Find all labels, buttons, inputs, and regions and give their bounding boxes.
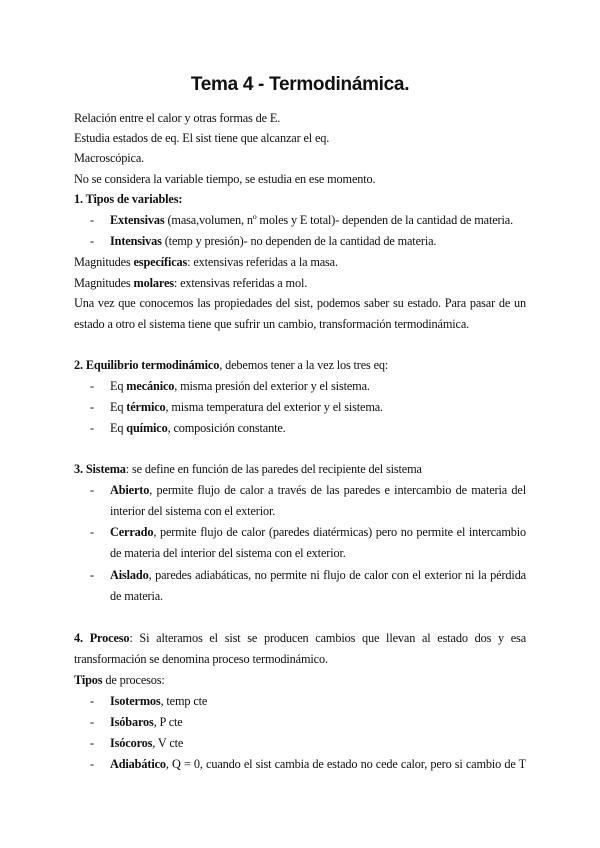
paragraph-line: Una vez que conocemos las propiedades del sist, podemos saber su estado. Para pasar de un [74,296,526,310]
tipos-heading: Tipos de procesos: [74,673,165,687]
page-title: Tema 4 - Termodinámica. [190,74,410,95]
bullet-dash: - [90,694,95,708]
magnitudes-especificas: Magnitudes específicas: extensivas referidas a la masa. [74,255,338,269]
bullet-dash: - [90,483,95,497]
list-item-isotermos: Isotermos, temp cte [110,694,208,708]
section-1-heading: 1. Tipos de variables: [74,192,183,206]
bullet-dash: - [90,736,95,750]
bullet-dash: - [90,379,95,393]
bullet-dash: - [90,715,95,729]
list-item-quimico: Eq químico, composición constante. [110,421,286,435]
bullet-dash: - [90,213,95,227]
bullet-dash: - [90,421,95,435]
magnitudes-molares: Magnitudes molares: extensivas referidas a mol. [74,276,308,290]
section-3-heading: 3. Sistema: se define en función de las paredes del recipiente del sistema [74,462,422,476]
list-item-aislado: Aislado, paredes adiabáticas, no permite ni flujo de calor con el exterior ni la pérdida [110,568,526,582]
bullet-dash: - [90,568,95,582]
intro-line: Macroscópica. [74,151,145,165]
list-item-aislado-cont: de materia. [110,589,163,603]
list-item-cerrado-cont: de materia del interior del sistema con el exterior. [110,546,346,560]
section-2-heading: 2. Equilibrio termodinámico, debemos tener a la vez los tres eq: [74,358,389,372]
intro-line: Relación entre el calor y otras formas de E. [74,111,281,125]
intro-line: Estudia estados de eq. El sist tiene que alcanzar el eq. [74,131,330,145]
paragraph-line: transformación se denomina proceso termodinámico. [74,652,328,666]
intro-line: No se considera la variable tiempo, se estudia en ese momento. [74,172,376,186]
list-item-isobaros: Isóbaros, P cte [110,715,183,729]
list-item-cerrado: Cerrado, permite flujo de calor (paredes diatérmicas) pero no permite el intercambio [110,525,526,539]
list-item-termico: Eq térmico, misma temperatura del exterior y el sistema. [110,400,383,414]
bullet-dash: - [90,234,95,248]
list-item-isocoros: Isócoros, V cte [110,736,184,750]
bullet-dash: - [90,400,95,414]
list-item-intensivas: Intensivas (temp y presión)- no dependen de la cantidad de materia. [110,234,437,248]
list-item-abierto: Abierto, permite flujo de calor a través de las paredes e intercambio de materia del [110,483,526,497]
bullet-dash: - [90,757,95,771]
list-item-adiabatico: Adiabático, Q = 0, cuando el sist cambia de estado no cede calor, pero si cambio de T [110,757,526,771]
bullet-dash: - [90,525,95,539]
paragraph-line: estado a otro el sistema tiene que sufrir un cambio, transformación termodinámica. [74,317,470,331]
section-4-heading: 4. Proceso: Si alteramos el sist se producen cambios que llevan al estado dos y esa [74,631,526,645]
list-item-abierto-cont: interior del sistema con el exterior. [110,504,276,518]
list-item-extensivas: Extensivas (masa,volumen, nº moles y E total)- dependen de la cantidad de materia. [110,213,514,227]
list-item-mecanico: Eq mecánico, misma presión del exterior y el sistema. [110,379,370,393]
